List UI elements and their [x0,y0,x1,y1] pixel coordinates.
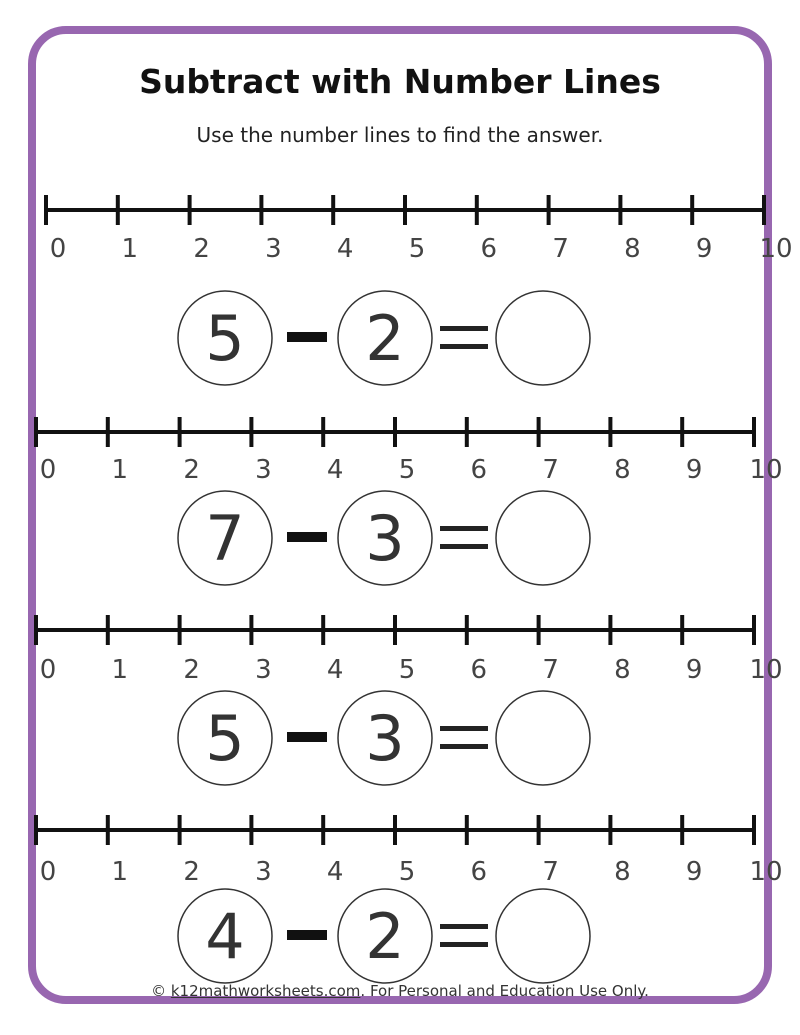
minuend-number: 5 [205,702,245,775]
site-link[interactable]: k12mathworksheets.com [170,982,361,1000]
tick-label: 2 [183,455,200,485]
tick-label: 2 [183,655,200,685]
tick-label: 3 [255,857,272,887]
subtrahend-number: 3 [365,702,405,775]
tick-label: 7 [542,655,559,685]
tick-label: 8 [614,655,631,685]
tick-label: 2 [183,857,200,887]
tick-label: 10 [749,655,783,685]
copyright-symbol: © [151,982,167,1000]
tick-label: 6 [470,655,488,685]
minuend-number: 4 [205,900,245,973]
tick-label: 1 [111,455,129,485]
tick-label: 10 [749,857,783,887]
tick-label: 9 [695,234,713,264]
tick-label: 0 [39,655,57,685]
tick-label: 1 [111,857,129,887]
number-line-3 [36,615,783,685]
tick-label: 7 [552,234,569,264]
equals-sign-top [440,326,488,331]
answer-circle [496,889,590,983]
tick-label: 8 [614,857,631,887]
worksheet-title: Subtract with Number Lines [139,62,661,101]
tick-label: 8 [624,234,641,264]
subtrahend-number: 2 [365,900,405,973]
tick-label: 4 [336,234,354,264]
tick-label: 3 [265,234,282,264]
equals-sign-bottom [440,744,488,749]
tick-label: 9 [685,857,703,887]
tick-label: 4 [326,455,344,485]
equals-sign-top [440,526,488,531]
number-line-2 [36,417,783,485]
tick-label: 7 [542,455,559,485]
tick-label: 5 [408,234,426,264]
tick-label: 4 [326,655,344,685]
minuend-number: 7 [205,502,245,575]
equals-sign-bottom [440,344,488,349]
tick-label: 2 [193,234,210,264]
answer-circle [496,691,590,785]
tick-label: 6 [470,455,488,485]
minus-sign [287,332,327,342]
minus-sign [287,930,327,940]
tick-label: 6 [470,857,488,887]
answer-circle [496,491,590,585]
tick-label: 10 [749,455,783,485]
minus-sign [287,532,327,542]
answer-circle [496,291,590,385]
equals-sign-top [440,726,488,731]
tick-label: 0 [39,857,57,887]
subtraction-problem-4 [178,889,590,983]
footer-text: . For Personal and Education Use Only. [360,982,649,1000]
subtrahend-number: 2 [365,302,405,375]
tick-label: 3 [255,455,272,485]
minuend-number: 5 [205,302,245,375]
footer-notice [0,982,800,1000]
tick-label: 8 [614,455,631,485]
tick-label: 10 [759,234,793,264]
tick-label: 6 [480,234,498,264]
number-line-4 [36,815,783,887]
equals-sign-bottom [440,544,488,549]
tick-label: 9 [685,455,703,485]
minus-sign [287,732,327,742]
tick-label: 4 [326,857,344,887]
tick-label: 3 [255,655,272,685]
subtrahend-number: 3 [365,502,405,575]
number-line-1 [46,195,793,264]
worksheet-instructions: Use the number lines to find the answer. [196,123,604,147]
tick-label: 5 [398,655,416,685]
tick-label: 9 [685,655,703,685]
tick-label: 5 [398,455,416,485]
tick-label: 0 [39,455,57,485]
tick-label: 0 [49,234,67,264]
subtraction-problem-2 [178,491,590,585]
tick-label: 1 [111,655,129,685]
tick-label: 5 [398,857,416,887]
subtraction-problem-1 [178,291,590,385]
tick-label: 1 [121,234,139,264]
equals-sign-bottom [440,942,488,947]
tick-label: 7 [542,857,559,887]
equals-sign-top [440,924,488,929]
subtraction-problem-3 [178,691,590,785]
